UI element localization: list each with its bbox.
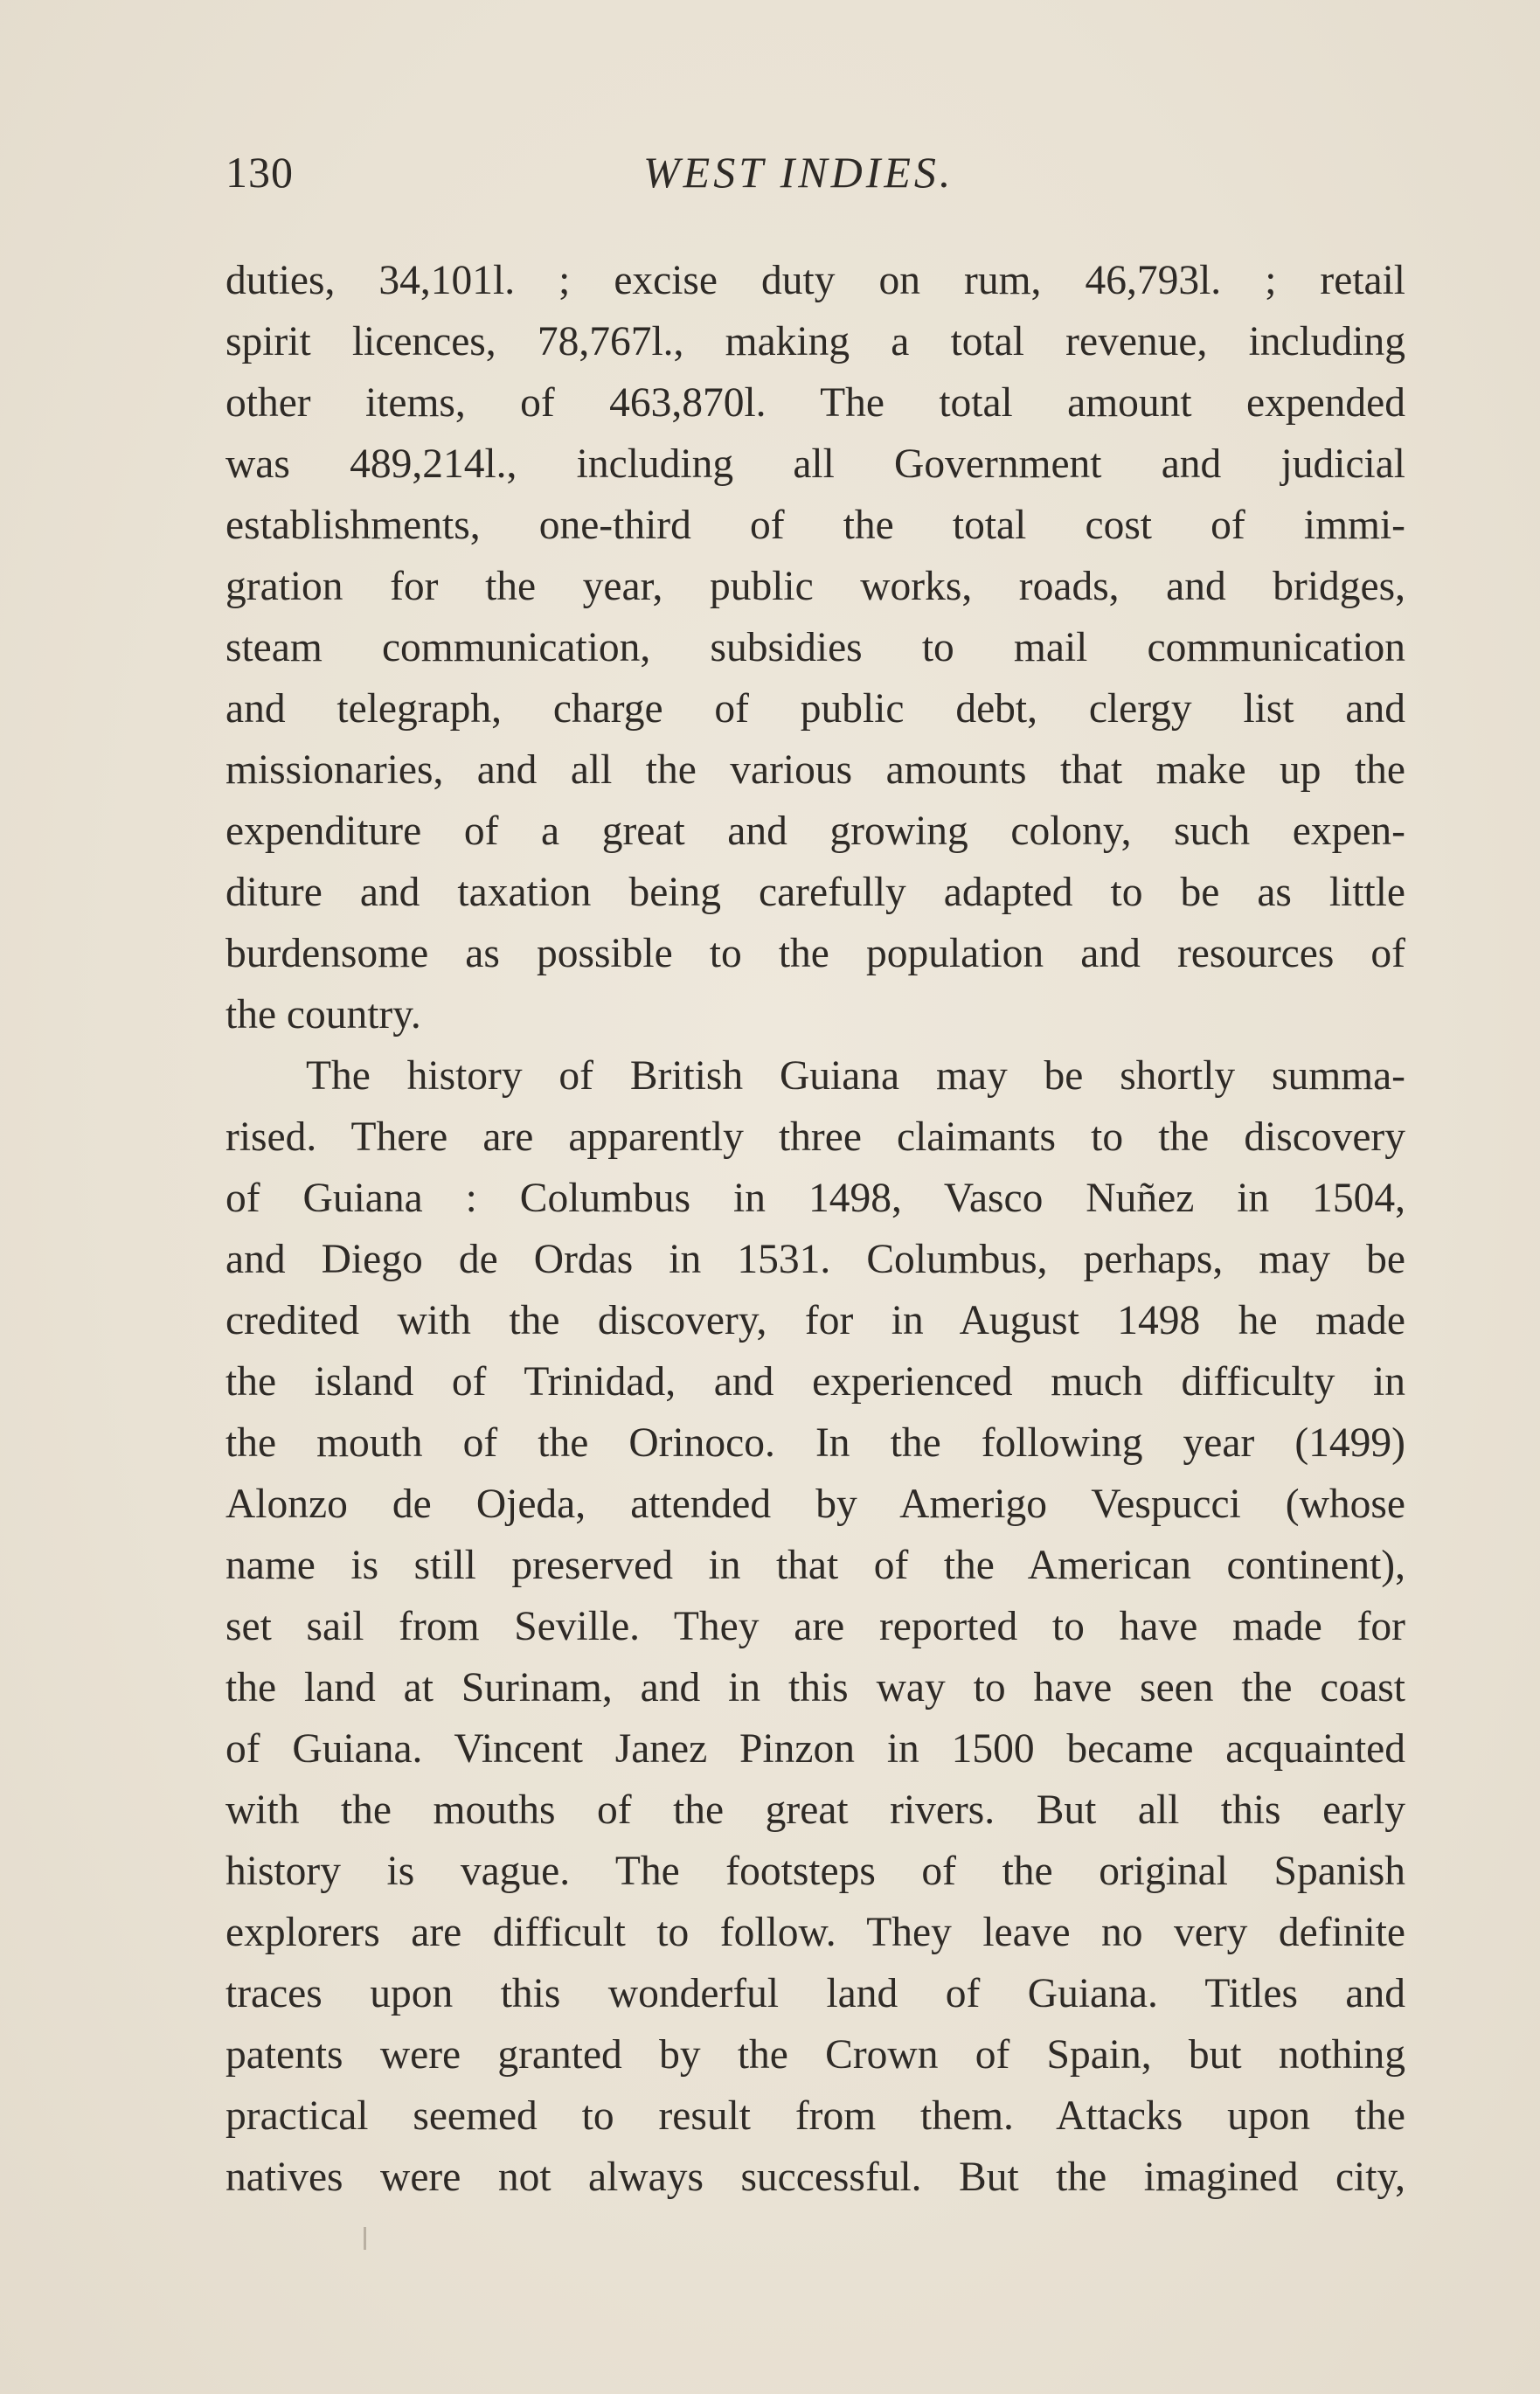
text-line: diture and taxation being carefully adapted to be as little — [225, 870, 1405, 915]
text-line: history is vague. The footsteps of the original Spanish — [225, 1849, 1405, 1894]
ink-speck — [364, 2227, 366, 2250]
text-line: credited with the discovery, for in August 1498 he made — [225, 1298, 1405, 1343]
body-text — [225, 250, 1405, 2208]
running-head: WEST INDIES. — [643, 148, 954, 197]
paragraph-history — [225, 1045, 1405, 2208]
paragraph-revenue — [225, 250, 1405, 1045]
text-line: Alonzo de Ojeda, attended by Amerigo Vespucci (whose — [225, 1482, 1405, 1527]
text-line: set sail from Seville. They are reported to have made for — [225, 1604, 1405, 1649]
text-line: other items, of 463,870l. The total amount expended — [225, 380, 1405, 426]
text-line: burdensome as possible to the population and resources of — [225, 931, 1405, 976]
text-line: and Diego de Ordas in 1531. Columbus, perhaps, may be — [225, 1237, 1405, 1282]
text-line: steam communication, subsidies to mail communication — [225, 625, 1405, 670]
text-line: traces upon this wonderful land of Guiana. Titles and — [225, 1971, 1405, 2016]
text-line: duties, 34,101l. ; excise duty on rum, 46,793l. ; retail — [225, 258, 1405, 303]
text-line: the country. — [225, 992, 421, 1037]
text-line: was 489,214l., including all Government and judicial — [225, 441, 1405, 487]
text-line: the island of Trinidad, and experienced much difficulty in — [225, 1359, 1405, 1405]
text-line: of Guiana. Vincent Janez Pinzon in 1500 became acquainted — [225, 1726, 1405, 1772]
text-line: gration for the year, public works, roads, and bridges, — [225, 564, 1405, 609]
text-line: practical seemed to result from them. Attacks upon the — [225, 2093, 1405, 2139]
text-line: missionaries, and all the various amounts that make up the — [225, 747, 1405, 793]
page-header — [225, 147, 1405, 208]
text-line: explorers are difficult to follow. They leave no very definite — [225, 1910, 1405, 1955]
text-line: spirit licences, 78,767l., making a total revenue, including — [225, 319, 1405, 364]
text-line: establishments, one-third of the total cost of immi- — [225, 503, 1405, 548]
text-line: with the mouths of the great rivers. But all this early — [225, 1787, 1405, 1833]
text-line: The history of British Guiana may be shortly summa- — [306, 1053, 1405, 1099]
text-line: expenditure of a great and growing colony, such expen- — [225, 808, 1405, 854]
text-line: natives were not always successful. But the imagined city, — [225, 2155, 1405, 2200]
text-line: the mouth of the Orinoco. In the following year (1499) — [225, 1420, 1405, 1466]
text-line: name is still preserved in that of the American continent), — [225, 1543, 1405, 1588]
text-line: rised. There are apparently three claimants to the discovery — [225, 1114, 1405, 1160]
text-line: the land at Surinam, and in this way to have seen the coast — [225, 1665, 1405, 1710]
page-number: 130 — [225, 148, 294, 197]
text-line: of Guiana : Columbus in 1498, Vasco Nuñez in 1504, — [225, 1176, 1405, 1221]
text-line: and telegraph, charge of public debt, clergy list and — [225, 686, 1405, 732]
text-line: patents were granted by the Crown of Spain, but nothing — [225, 2032, 1405, 2078]
